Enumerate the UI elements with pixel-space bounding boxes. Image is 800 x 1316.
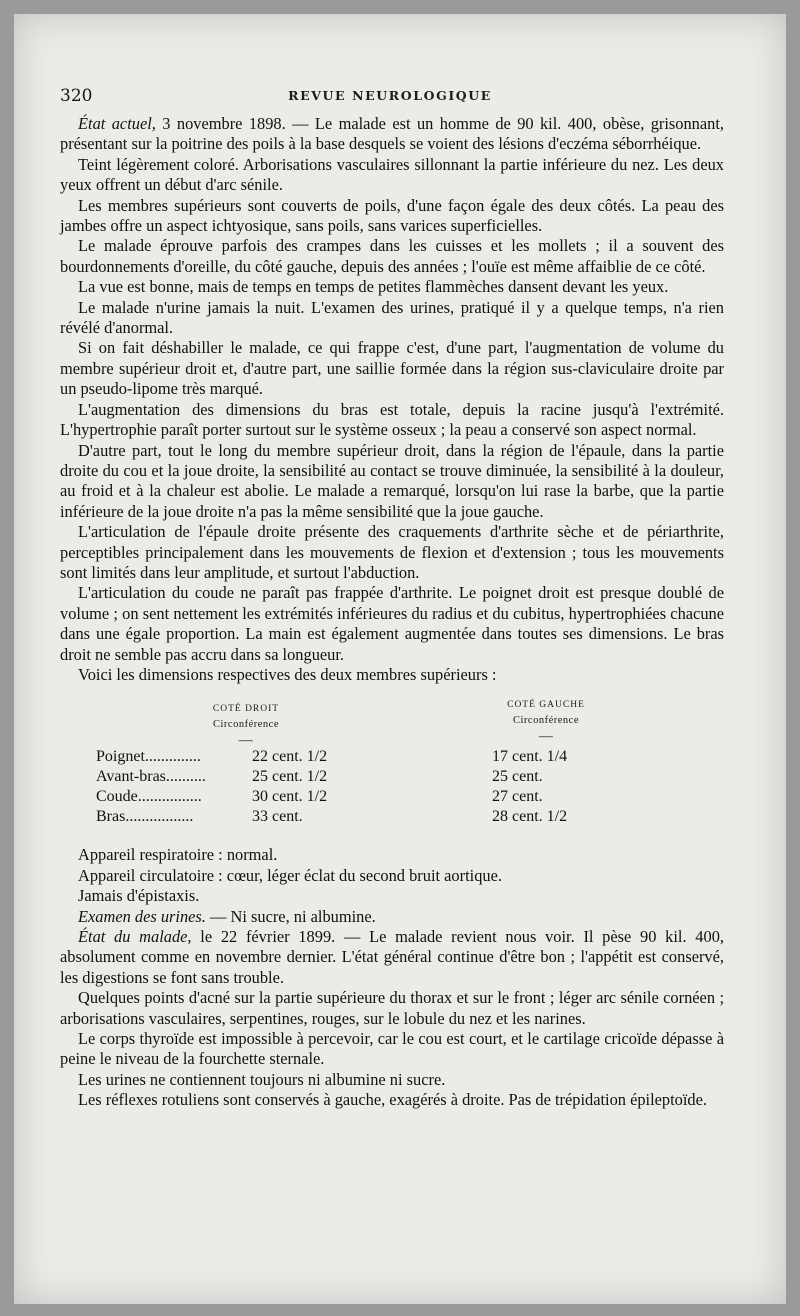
scanned-page [14,14,786,1304]
paragraph: L'augmentation des dimensions du bras est totale, depuis la racine jusqu'à l'extrémité. L'hypertrophie paraît porter surtout sur le système osseux ; la peau a conservé son aspect normal. [60,399,724,440]
paragraph: Les réflexes rotuliens sont conservés à gauche, exagérés à droite. Pas de trépidation épileptoïde. [78,1090,707,1110]
right-side-column-header [186,701,306,749]
table-row [96,747,656,767]
paragraph: L'articulation du coude ne paraît pas frappée d'arthrite. Le poignet droit est presque doublé de volume ; on sent nettement les extrémités inférieures du radius et du cubitus, hypertrophiées chacune dans une égale proportion. La main est également augmentée dans toutes ses dimensions. Le bras droit ne semble pas accru dans sa longueur. [60,583,724,664]
column-dash: — [538,729,554,745]
page-header [60,86,720,110]
paragraph [60,927,724,988]
paragraph: Le corps thyroïde est impossible à percevoir, car le cou est court, et le cartilage cricoïde dépasse à peine le niveau de la fourchette sternale. [60,1029,724,1069]
column-title: COTÉ DROIT [212,704,280,715]
row-label: Bras................. [96,808,194,826]
paragraph-text: 3 novembre 1898. — Le malade est un homme de 90 kil. 400, obèse, grisonnant, présentant sur la poitrine des poils à la base desquels se voient des lésions d'eczéma séborrhéique. [60,114,724,154]
left-side-value: 27 cent. [492,788,543,806]
right-side-value: 25 cent. 1/2 [252,768,328,786]
italic-lead: État du malade, [78,927,192,946]
paragraph: Appareil circulatoire : cœur, léger éclat du second bruit aortique. [78,865,502,885]
italic-lead: Examen des urines. [78,906,206,926]
paragraph: Voici les dimensions respectives des deux membres supérieurs : [78,664,497,684]
paragraph: Les membres supérieurs sont couverts de poils, d'une façon égale des deux côtés. La peau des jambes offre un aspect ichtyosique, sans poils, sans varices superficielles. [60,195,724,236]
paragraph: La vue est bonne, mais de temps en temps de petites flammèches dansent devant les yeux. [78,277,669,297]
column-dash: — [238,733,254,749]
paragraph: Jamais d'épistaxis. [78,886,200,906]
page-number: 320 [60,86,93,106]
column-title: COTÉ GAUCHE [507,700,585,711]
row-label: Coude................ [96,788,202,806]
left-side-value: 28 cent. 1/2 [492,808,568,826]
table-row [96,767,656,787]
row-label: Poignet.............. [96,748,201,766]
paragraph: L'articulation de l'épaule droite présente des craquements d'arthrite sèche et de périarthrite, perceptibles principalement dans les mouvements de flexion et d'extension ; tous les mouvements sont limités dans leur amplitude, et surtout l'abduction. [60,522,724,582]
running-title: REVUE NEUROLOGIQUE [288,88,492,103]
article-body [60,114,724,1111]
paragraph: Le malade n'urine jamais la nuit. L'examen des urines, pratiqué il y a quelque temps, n'a rien révélé d'anormal. [60,297,724,338]
row-label: Avant-bras.......... [96,768,206,786]
paragraph: Appareil respiratoire : normal. [78,845,278,865]
paragraph [60,114,724,155]
right-side-value: 22 cent. 1/2 [252,748,328,766]
column-subtitle: Circonférence [513,715,579,727]
measurement-table [60,697,724,839]
paragraph: Teint légèrement coloré. Arborisations vasculaires sillonnant la partie inférieure du nez. Les deux yeux offrent un début d'arc sénile. [60,154,724,195]
paragraph: Le malade éprouve parfois des crampes dans les cuisses et les mollets ; il a souvent des bourdonnements d'oreille, du côté gauche, depuis des années ; l'ouïe est même affaiblie de ce côté. [60,236,724,276]
paragraph-text: — Ni sucre, ni albumine. [205,906,376,926]
paragraph: Les urines ne contiennent toujours ni albumine ni sucre. [78,1069,446,1089]
left-side-value: 25 cent. [492,768,543,786]
column-subtitle: Circonférence [213,719,279,731]
left-side-column-header [486,697,606,745]
paragraph: Quelques points d'acné sur la partie supérieure du thorax et sur le front ; léger arc sénile cornéen ; arborisations vasculaires, serpentines, rouges, sur le lobule du nez et les narines. [60,988,724,1028]
left-side-value: 17 cent. 1/4 [492,748,568,766]
paragraph-text: le 22 février 1899. — Le malade revient nous voir. Il pèse 90 kil. 400, absolument comme en novembre dernier. L'état général continue d'être bon ; l'appétit est conservé, les digestions se font sans trouble. [60,927,724,987]
paragraph [60,907,724,927]
right-side-value: 30 cent. 1/2 [252,788,328,806]
paragraph: Si on fait déshabiller le malade, ce qui frappe c'est, d'une part, l'augmentation de volume du membre supérieur droit et, d'autre part, une saillie formée dans la région sus-claviculaire droite par un pseudo-lipome très marqué. [60,338,724,399]
table-row [96,787,656,807]
paragraph: D'autre part, tout le long du membre supérieur droit, dans la région de l'épaule, dans la partie droite du cou et la joue droite, la sensibilité au contact se trouve diminuée, la sensibilité à la douleur, au froid et à la chaleur est abolie. Le malade a remarqué, lorsqu'on lui rase la barbe, que la partie inférieure de la joue droite n'a pas la même sensibilité que la joue gauche. [60,440,724,521]
right-side-value: 33 cent. [252,808,303,826]
table-row [96,807,656,827]
italic-lead: État actuel, [78,114,156,133]
